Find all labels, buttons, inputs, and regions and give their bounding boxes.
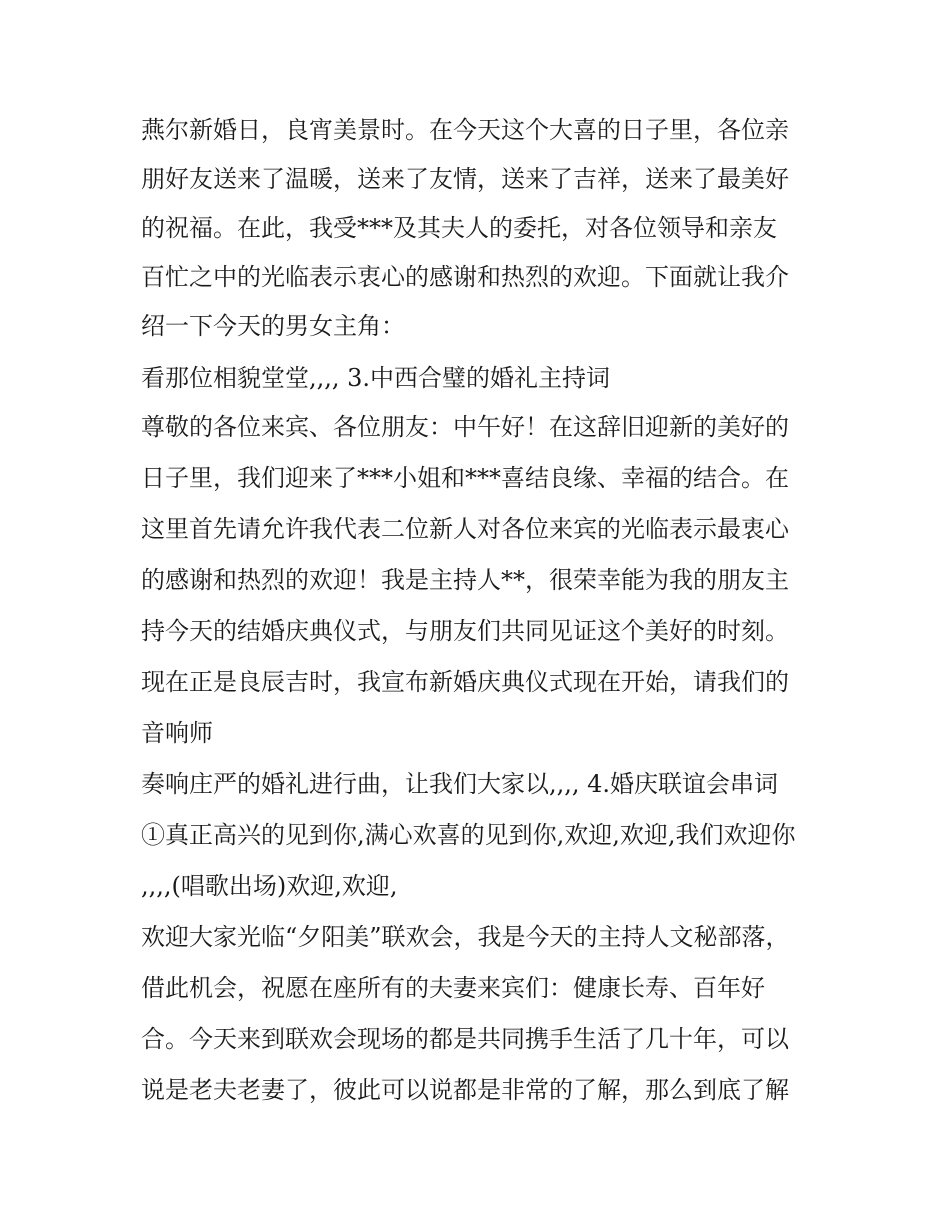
text-line: 燕尔新婚日，良宵美景时。在今天这个大喜的日子里，各位亲	[141, 116, 789, 144]
text-line: 欢迎大家光临“夕阳美”联欢会，我是今天的主持人文秘部落，	[141, 923, 790, 951]
text-line: 借此机会，祝愿在座所有的夫妻来宾们：健康长寿、百年好	[141, 974, 765, 1002]
text-line: 看那位相貌堂堂,,,, 3.中西合璧的婚礼主持词	[141, 364, 611, 392]
text-line: 合。今天来到联欢会现场的都是共同携手生活了几十年，可以	[141, 1025, 789, 1053]
text-line: 的感谢和热烈的欢迎！我是主持人**，很荣幸能为我的朋友主	[141, 566, 789, 594]
text-line: 持今天的结婚庆典仪式，与朋友们共同见证这个美好的时刻。	[141, 617, 789, 645]
text-line: 尊敬的各位来宾、各位朋友：中午好！在这辞旧迎新的美好的	[141, 413, 789, 441]
text-line: ,,,,(唱歌出场)欢迎,欢迎,	[141, 872, 398, 900]
text-line: 音响师	[141, 719, 213, 747]
text-line: 现在正是良辰吉时，我宣布新婚庆典仪式现在开始，请我们的	[141, 668, 789, 696]
text-line: ①真正高兴的见到你,满心欢喜的见到你,欢迎,欢迎,我们欢迎你	[141, 821, 796, 849]
text-line: 绍一下今天的男女主角：	[141, 312, 405, 340]
text-line: 这里首先请允许我代表二位新人对各位来宾的光临表示最衷心	[141, 515, 789, 543]
text-line: 说是老夫老妻了，彼此可以说都是非常的了解，那么到底了解	[141, 1076, 789, 1104]
text-line: 的祝福。在此，我受***及其夫人的委托，对各位领导和亲友	[141, 214, 777, 242]
text-line: 朋好友送来了温暖，送来了友情，送来了吉祥，送来了最美好	[141, 165, 789, 193]
text-line: 日子里，我们迎来了***小姐和***喜结良缘、幸福的结合。在	[141, 464, 789, 492]
text-line: 奏响庄严的婚礼进行曲，让我们大家以,,,, 4.婚庆联谊会串词	[141, 770, 779, 798]
text-line: 百忙之中的光临表示衷心的感谢和热烈的欢迎。下面就让我介	[141, 263, 789, 291]
